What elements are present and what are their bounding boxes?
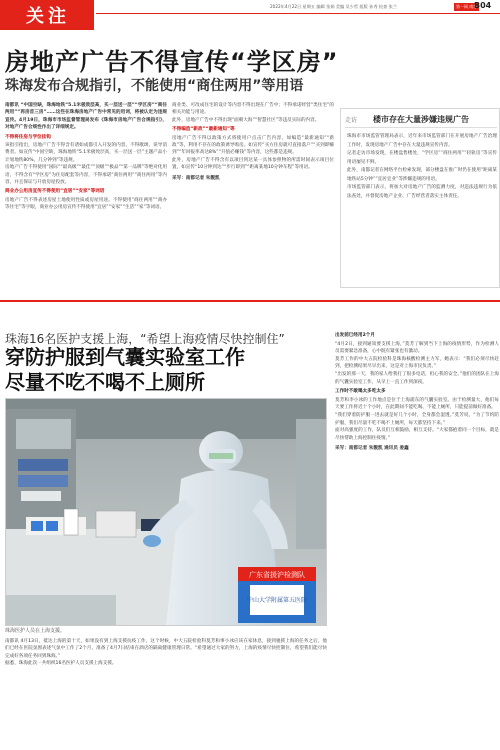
sidebar-title: 楼市存在大量涉嫌违规广告: [373, 115, 469, 124]
photo-caption: 珠海医护人员在上海支援。: [5, 628, 66, 634]
sidebar-tag: 走访: [345, 117, 358, 124]
story1-column-1: [5, 102, 167, 298]
story2-paragraph: 莫芳和李小冰的工作地点是位于上海浦东的气囊实验室。由于检测量大，他们每天要工作将近十个小时，在此期间不能吃喝、不能上厕所，只能提前做好准备。: [335, 397, 499, 411]
photo-sign-label-a: 广东省援沪检测队: [249, 571, 305, 579]
story1-subhead-1: 不得将住房与学位挂钩: [5, 134, 51, 140]
story1-subhead-2: 商业办公用房宣传不得使用“宜居”“安家”等词语: [5, 189, 105, 195]
story1-lead: 南都讯 “中国空缺，珠海地铁“5.1米极致层高，买一层送一层”“学区房”“商住两用”“再房首三房”……这些在珠海房地产广告中常见的用词，将被认定为违规宣传。4月19日，珠海市市场监督管理局发布《珠海市房地产广告合规指引》，对地产广告合规性作出了详细规定。: [5, 103, 167, 131]
section-divider: [0, 300, 500, 302]
story2-right-column: [335, 330, 499, 453]
story2-subhead-2: 工作时不敢喝太多吃太多: [335, 389, 386, 395]
story1-paragraph: 房地产广告不得使用“国际”“最高级”“最佳”“顶级”“极品”“第一品牌”等绝对化用语，不得含有“学区房”为住房配套等内容，不得承诺“商住两用”“商住两用”等内容，并且保证与开放房屋投放。: [5, 165, 167, 186]
sidebar-rule: [345, 127, 497, 128]
story1-paragraph: 此外，房地产广告中不得出现“面朝大海”“智慧社区”等违反实际的内容。: [172, 117, 320, 123]
lab-photo-illustration: [6, 399, 327, 626]
story1-paragraph: 房地产广告不得以政策方式将使用户点击广告内容，如编造“最新通知”“新政”等，利用不存在的政策诱导购房。如宣传“买方住房就可直接落户”“买到即赚到”“年回报率高达8%”“升值必赚钱”等内容，这些都是违规。: [172, 135, 334, 156]
header-rule: [96, 13, 500, 14]
page-number: B04: [474, 1, 492, 10]
sidebar-box: [340, 108, 500, 288]
photo-sign-label-b: 中山大学附属第五医院: [246, 597, 308, 604]
story1-headline: 房地产广告不得宣传“学区房”: [5, 48, 339, 76]
story2-paragraph: 南都讯 4月13日，抵达上海的第十天，如果没有到上海支援抗疫工作，这个时候，中大五院检验科莫芳和事小冰应该在家休息，接到驰援上海的任务之后，他们已经在医院氛围表述气氛中工作了2个月，准备了4月7日结束在酒店的隔离健康管理日常。“希望通过大家的努力，上海的疫情尽快控制住，希望我们能尽快完成好各项任务回到珠海。”: [5, 639, 327, 659]
story2-paragraph: “出发的那一天，我的家人给我打了很多电话，担心我的安全。”他们的团队在上海的气囊实验室工作，从早上一直工作到深夜。: [335, 371, 499, 385]
story1-paragraph: 此外，房地产广告不得含有以项目到达某一具体参照物的所需时间表示项目位置，如宣传“10分钟到达”“步行即到”“距离某地10分钟车程”等用语。: [172, 157, 334, 171]
page-header: [0, 0, 500, 36]
section-tag: 关注: [0, 0, 94, 30]
story2-headline: [5, 345, 245, 395]
story2-paragraph: 据悉，珠海此次一共组织16名医护人员支援上海支援。: [5, 661, 117, 667]
story1-paragraph: 房地产广告不得表述房屋土地使用性质或房屋用途。不得使用“商住两用”“商办等住宅”等字眼，商业办公用房宣传不得使用“宜居”“安家”“生活”“家”等词语。: [5, 197, 167, 211]
story2-bottom-text: [5, 638, 327, 668]
story2-paragraph: 莫芳工作的中大五院检验科是珠海核酸检测主力军，她表示：“我们必须尽快赶到，把检测结果尽早出来，这是对上海市民负责。”: [335, 356, 499, 370]
story1-credit: 采写：南都记者 朱靓凯: [172, 175, 220, 181]
sidebar-paragraph: 市场监管部门表示，将加大对房地产广告的监测力度，对违法违规行为依法查处，并督促房地产企业、广告经营者落实主体责任。: [347, 185, 497, 199]
story2-paragraph: 面对高强度的工作，队员们互相鼓励，相互支持。“大家都抱着同一个目标，就是尽快帮助上海控制住疫情。”: [335, 428, 499, 441]
sidebar-paragraph: 记者走访市场发现，在楼盘售楼处，“学区房”“商住两用”“轻轨房”等宣传用语屡见不鲜。: [347, 151, 497, 165]
story1-subhead-3: 不得编造“新政”“最新通知”等: [172, 127, 235, 133]
edition-badge: 第一网 南都: [456, 4, 478, 9]
sidebar-paragraph: 此外，南都记者在网络平台检索发现，部分楼盘在推广时仍在使用“距离某地铁站5分钟”“宜居宜业”等涉嫌违规的用语。: [347, 168, 497, 182]
story2-kicker: 珠海16名医护支援上海，“希望上海疫情尽快控制住”: [5, 332, 285, 346]
story1-paragraph: 商业类、可改成住宅的设计等内容不得出现在广告中；不得承诺经营“类住宅”的相关功能与用途。: [172, 103, 334, 116]
sidebar-paragraph: 珠海市市场监管管理局表示，近年来市场监管部门在开展房地产广告治理工作时，发现房地产广告中存在大量违规宣传内容。: [347, 134, 497, 148]
story1-paragraph: 该指引指出，房地产广告不得含有诸如成都引入开发的内容，不得歌颂、误导消费者。如宣传“中国空缺，珠海地铁“5.1米极致层高，买一层送一层”主题产品小计划地铁80%，几分钟到”等违规。: [5, 143, 167, 163]
story2-subhead-1: 出发前已经用2个月: [335, 333, 375, 338]
header-meta: 2022年4月22日 星期五 编辑 张娟 美编 吴少哲 组版 孙秀 检查 张兰: [270, 4, 397, 9]
story2-paragraph: “4月2日，接到通知要支援上海，”莫芳了解到当下上海的疫情形势，作为检测人员需要紧急准备，心中既有紧张也有激动。: [335, 341, 499, 355]
story2-headline-line1: 穿防护服到气囊实验室工作: [5, 345, 245, 369]
story1-column-2: [172, 102, 334, 298]
sidebar-body: [347, 133, 497, 201]
story2-photo: [5, 398, 327, 626]
story2-paragraph: “我们穿着防护服一进去就是好几个小时，全身都会湿透。”莫芳说，“为了节约防护服，我们尽量不吃不喝不上厕所，每天都坚持下来。”: [335, 412, 499, 426]
story2-headline-line2: 尽量不吃不喝不上厕所: [5, 370, 205, 394]
story2-credit: 采写：南都记者 朱靓凯 通讯员 姜鑫: [335, 446, 409, 452]
story1-subheadline: 珠海发布合规指引，不能使用“商住两用”等用语: [5, 78, 304, 94]
